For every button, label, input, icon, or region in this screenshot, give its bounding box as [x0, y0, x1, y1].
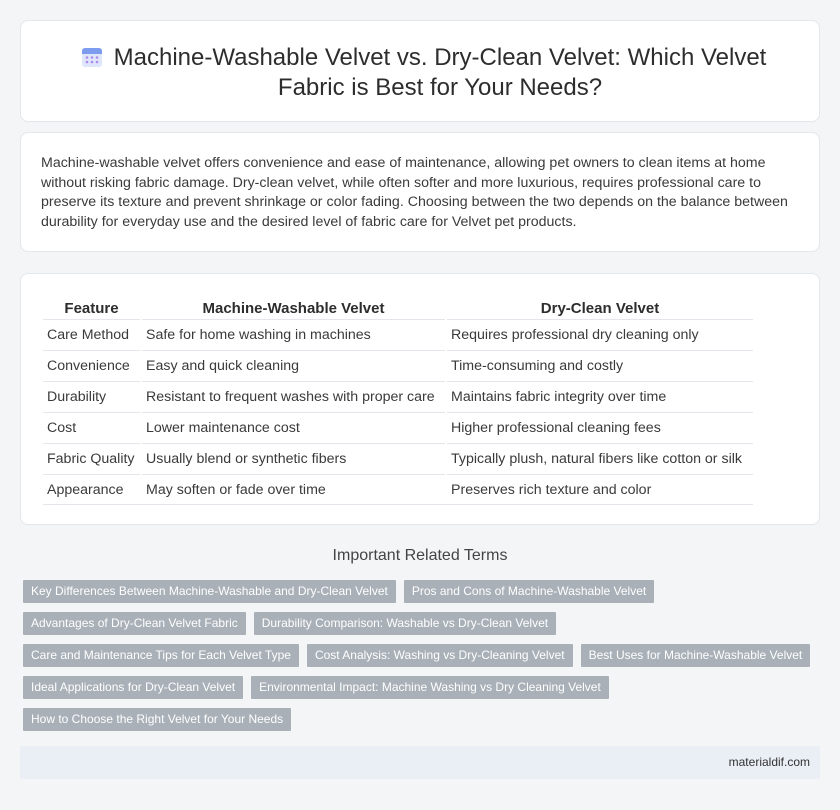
- comparison-table: [43, 295, 753, 505]
- related-term-tag[interactable]: Durability Comparison: Washable vs Dry-Clean Velvet: [254, 612, 556, 635]
- related-term-tag[interactable]: Advantages of Dry-Clean Velvet Fabric: [23, 612, 246, 635]
- comparison-card: [20, 273, 820, 525]
- header-feature: Feature: [64, 300, 119, 317]
- related-terms-heading: Important Related Terms: [332, 547, 508, 564]
- related-term-tag[interactable]: Environmental Impact: Machine Washing vs Dry Cleaning Velvet: [251, 676, 609, 699]
- cell-machine-washable: Usually blend or synthetic fibers: [142, 443, 445, 474]
- cell-dry-clean: Preserves rich texture and color: [447, 474, 753, 505]
- table-row: [43, 381, 753, 412]
- cell-dry-clean: Requires professional dry cleaning only: [447, 319, 753, 350]
- related-term-tag[interactable]: Best Uses for Machine-Washable Velvet: [581, 644, 811, 667]
- related-terms-list: [23, 580, 813, 731]
- cell-feature: Convenience: [43, 350, 140, 381]
- table-row: [43, 319, 753, 350]
- cell-feature: Appearance: [43, 474, 140, 505]
- related-term-tag[interactable]: Key Differences Between Machine-Washable and Dry-Clean Velvet: [23, 580, 396, 603]
- table-row: [43, 443, 753, 474]
- cell-feature: Durability: [43, 381, 140, 412]
- cell-dry-clean: Maintains fabric integrity over time: [447, 381, 753, 412]
- cell-machine-washable: Resistant to frequent washes with proper care: [142, 381, 445, 412]
- table-header-row: [43, 295, 753, 319]
- cell-machine-washable: May soften or fade over time: [142, 474, 445, 505]
- header-dry-clean: Dry-Clean Velvet: [540, 300, 660, 317]
- related-term-tag[interactable]: Pros and Cons of Machine-Washable Velvet: [404, 580, 654, 603]
- related-term-tag[interactable]: Cost Analysis: Washing vs Dry-Cleaning Velvet: [307, 644, 573, 667]
- cell-feature: Fabric Quality: [43, 443, 140, 474]
- cell-machine-washable: Lower maintenance cost: [142, 412, 445, 443]
- cell-dry-clean: Typically plush, natural fibers like cotton or silk: [447, 443, 753, 474]
- footer-site-link[interactable]: materialdif.com: [728, 755, 810, 769]
- cell-machine-washable: Easy and quick cleaning: [142, 350, 445, 381]
- table-row: [43, 350, 753, 381]
- summary-card: [20, 132, 820, 252]
- header-card: [20, 20, 820, 122]
- cell-dry-clean: Higher professional cleaning fees: [447, 412, 753, 443]
- cell-feature: Cost: [43, 412, 140, 443]
- page-title: Machine-Washable Velvet vs. Dry-Clean Velvet: Which Velvet Fabric is Best for Your Needs?: [113, 44, 767, 101]
- header-machine-washable: Machine-Washable Velvet: [202, 300, 385, 317]
- cell-feature: Care Method: [43, 319, 140, 350]
- footer: [20, 746, 820, 779]
- cell-dry-clean: Time-consuming and costly: [447, 350, 753, 381]
- summary-text: Machine-washable velvet offers convenience and ease of maintenance, allowing pet owners to clean items at home without risking fabric damage. Dry-clean velvet, while often softer and more luxurious, requires professional care to preserve its texture and prevent shrinkage or color fading. Choosing between the two depends on the balance between durability for everyday use and the desired level of fabric care for Velvet pet products.: [41, 155, 788, 230]
- related-term-tag[interactable]: Ideal Applications for Dry-Clean Velvet: [23, 676, 243, 699]
- cell-machine-washable: Safe for home washing in machines: [142, 319, 445, 350]
- related-term-tag[interactable]: How to Choose the Right Velvet for Your Needs: [23, 708, 291, 731]
- table-row: [43, 412, 753, 443]
- related-term-tag[interactable]: Care and Maintenance Tips for Each Velvet Type: [23, 644, 299, 667]
- table-row: [43, 474, 753, 505]
